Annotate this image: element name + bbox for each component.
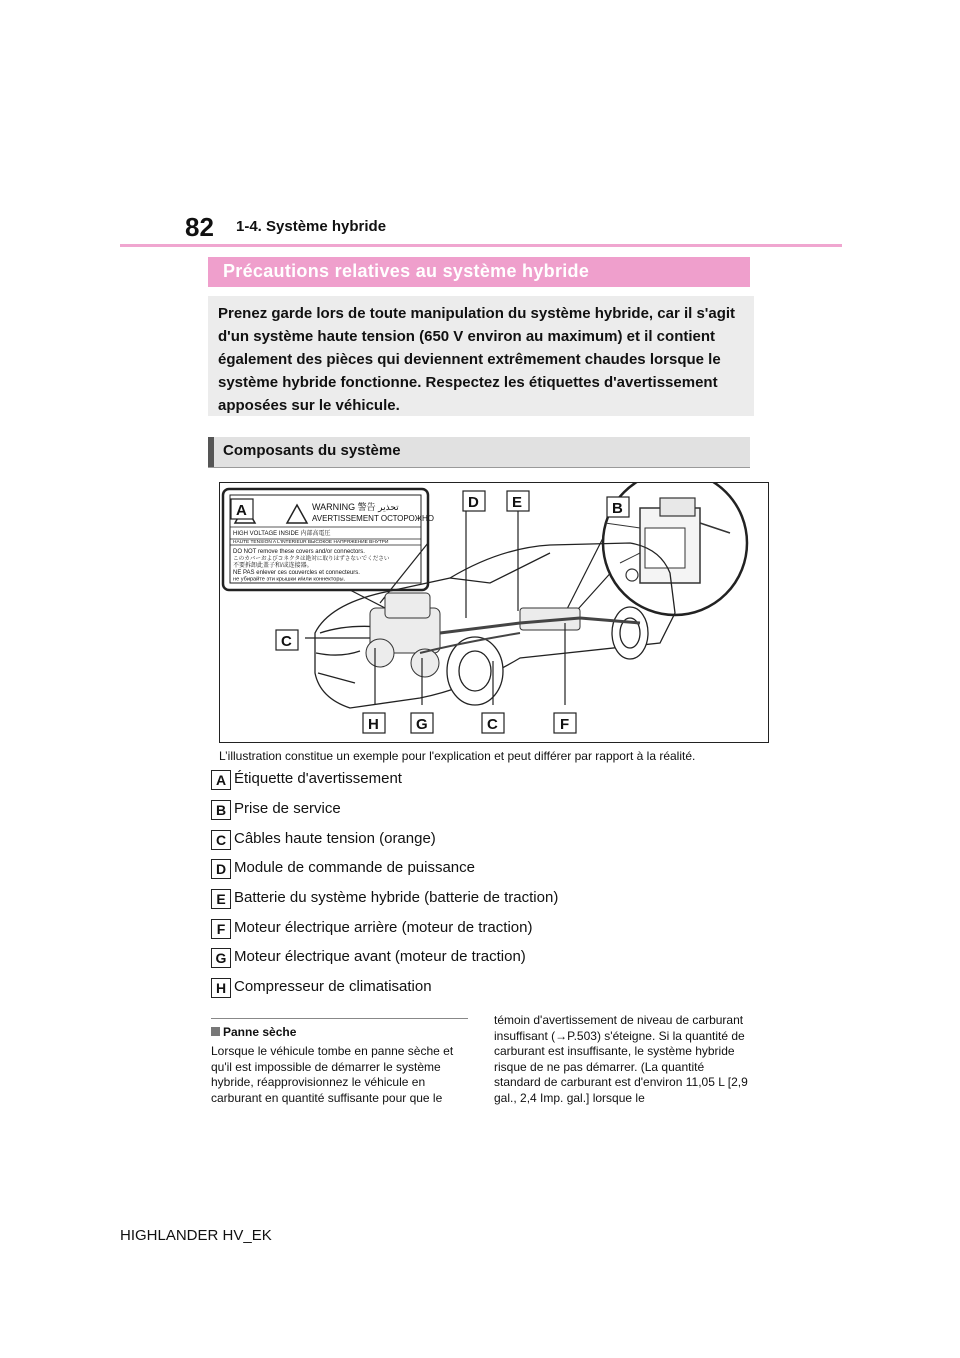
note-heading-text: Panne sèche [223, 1025, 297, 1039]
components-heading [208, 437, 750, 467]
callout-b: B [612, 500, 623, 517]
label-line-4: HAUTE TENSION A L'INTERIEUR ВЫСОКОЕ НАПРЯЖЕНИЕ ВНУТРИ [233, 540, 389, 545]
heading-bar [208, 437, 214, 467]
note-left-column: Lorsque le véhicule tombe en panne sèche et qu'il est impossible de démarrer le système hybride, réapprovisionnez le véhicule en carburant en quantité suffisante pour que le [211, 1044, 454, 1105]
legend-text: Étiquette d'avertissement [234, 770, 402, 787]
legend-letter: B [211, 800, 231, 820]
vehicle-diagram [220, 483, 768, 742]
callout-c-bottom: C [487, 716, 498, 733]
footer-model: HIGHLANDER HV_EK [120, 1227, 272, 1244]
label-line-3: HIGH VOLTAGE INSIDE 内部高電圧 [233, 531, 331, 537]
caution-box [208, 296, 754, 416]
heading-underline [208, 467, 750, 468]
legend-text: Module de commande de puissance [234, 859, 475, 876]
legend-letter: G [211, 948, 231, 968]
callout-a: A [236, 502, 247, 519]
square-bullet-icon [211, 1027, 220, 1036]
precautions-banner [208, 257, 750, 287]
callout-g: G [416, 716, 428, 733]
legend-text: Câbles haute tension (orange) [234, 830, 436, 847]
components-heading-text: Composants du système [223, 442, 401, 459]
callout-h: H [368, 716, 379, 733]
note-right-column: témoin d'avertissement de niveau de carburant insuffisant (→P.503) s'éteigne. Si la quantité de carburant est insuffisante, le système hybride risque de ne pas démarrer. (La quantité standard de carburant est d'environ 11,05 L [2,9 gal., 2,4 Imp. gal.] lorsque le [494, 1013, 748, 1105]
callout-f: F [560, 716, 570, 733]
note-heading [211, 1025, 296, 1039]
legend-letter: H [211, 978, 231, 998]
legend-text: Moteur électrique arrière (moteur de traction) [234, 919, 533, 936]
label-line-7: 不要拆卸此盖子和/或连接器。 [233, 563, 313, 569]
system-illustration [219, 482, 769, 743]
section-title: 1-4. Système hybride [236, 218, 387, 235]
callout-e: E [512, 494, 523, 511]
legend-text: Moteur électrique avant (moteur de traction) [234, 948, 526, 965]
label-line-8: NE PAS enlever ces couvercles et connecteurs. [233, 570, 360, 576]
legend-letter: C [211, 830, 231, 850]
legend-text: Compresseur de climatisation [234, 978, 432, 995]
callout-c-left: C [281, 633, 292, 650]
label-line-9: не убирайте эти крышки и/или коннекторы. [233, 576, 346, 583]
legend-letter: A [211, 770, 231, 790]
banner-title: Précautions relatives au système hybride [223, 261, 590, 281]
figure-caption: L’illustration constitue un exemple pour l'explication et peut différer par rapport à la réalité. [219, 749, 696, 763]
legend-letter: F [211, 919, 231, 939]
legend-letter: E [211, 889, 231, 909]
header-rule [120, 244, 842, 247]
label-line-5: DO NOT remove these covers and/or connectors. [233, 549, 365, 555]
legend-letter: D [211, 859, 231, 879]
legend-text: Prise de service [234, 800, 341, 817]
legend-text: Batterie du système hybride (batterie de traction) [234, 889, 559, 906]
label-line-1: WARNING 警告 تحذير [312, 502, 399, 512]
callout-d: D [468, 494, 479, 511]
label-line-2: AVERTISSEMENT ОСТОРОЖНО [312, 514, 434, 523]
note-rule [211, 1018, 468, 1019]
label-line-6: このカバーおよびコネクタは絶対に取りはずさないでください [233, 556, 390, 562]
caution-text: Prenez garde lors de toute manipulation du système hybride, car il s'agit d'un système haute tension (650 V environ au maximum) et il contient également des pièces qui deviennent extrêmement chaudes lorsque le système hybride fonctionne. Respectez les étiquettes d'avertissement apposées sur le véhicule. [218, 305, 736, 414]
page-number: 82 [185, 212, 214, 242]
